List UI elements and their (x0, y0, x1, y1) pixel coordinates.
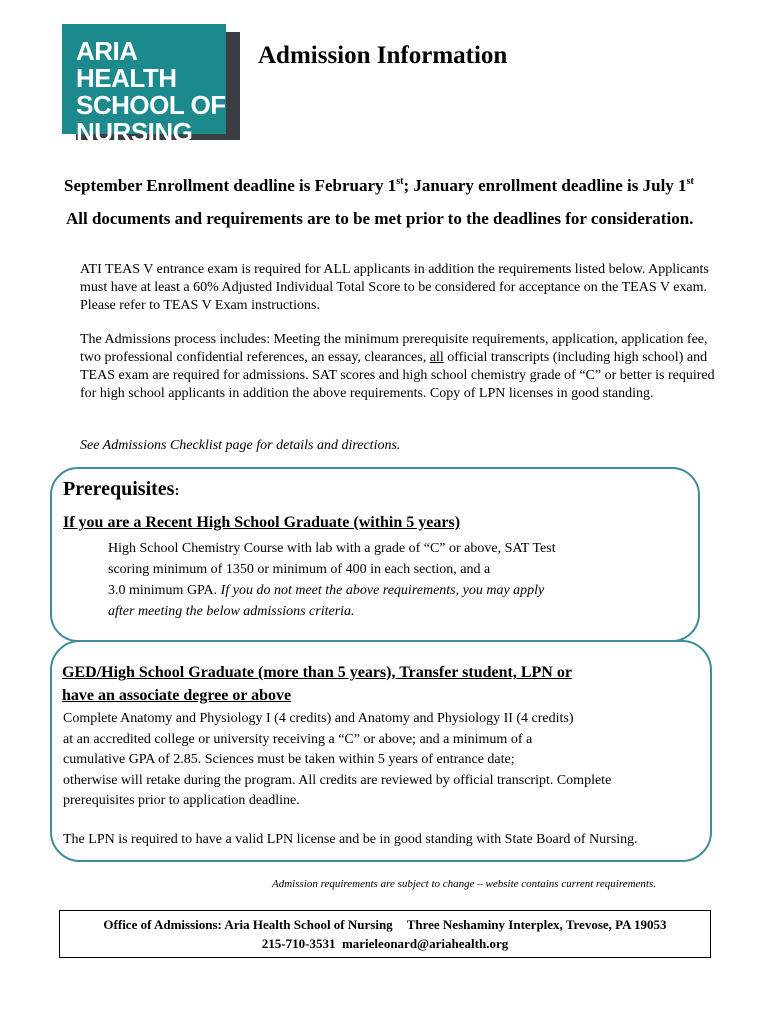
logo-line-3: NURSING (76, 117, 193, 147)
checklist-reference: See Admissions Checklist page for details and directions. (80, 438, 401, 453)
requirements-disclaimer: Admission requirements are subject to change – website contains current requirements. (272, 878, 657, 890)
admissions-office-footer (59, 910, 711, 958)
documents-requirement-note: All documents and requirements are to be met prior to the deadlines for consideration. (66, 209, 694, 228)
ged-line-2: at an accredited college or university receiving a “C” or above; and a minimum of a (63, 731, 533, 747)
recent-italic-line-1: If you do not meet the above requirements, you may apply (220, 583, 545, 598)
ged-line-3: cumulative GPA of 2.85. Sciences must be taken within 5 years of entrance date; (63, 752, 515, 767)
ged-heading-line-2: have an associate degree or above (62, 687, 292, 704)
recent-line-3: 3.0 minimum GPA. (108, 583, 221, 598)
process-text-after: official transcripts (including high school) and TEAS exam are required for admissions. SAT scores and high school chemistry grade of “C” or better is required for high school applicants in addition the above requirements. Copy of LPN licenses in good standing. (80, 350, 715, 401)
recent-italic-line-2: after meeting the below admissions criteria. (108, 604, 355, 619)
page-title: Admission Information (258, 42, 508, 69)
ged-line-1: Complete Anatomy and Physiology I (4 credits) and Anatomy and Physiology II (4 credits) (63, 711, 574, 726)
recent-line-1: High School Chemistry Course with lab with a grade of “C” or above, SAT Test (108, 541, 556, 556)
admissions-process-paragraph (80, 331, 720, 403)
ged-line-5: prerequisites prior to application deadline. (63, 793, 300, 808)
deadline-sup-2: st (686, 176, 694, 187)
recent-line-2: scoring minimum of 1350 or minimum of 400 in each section, and a (108, 562, 491, 577)
prerequisites-heading (63, 478, 179, 501)
logo-line-2: SCHOOL OF (76, 90, 226, 120)
process-text-before: The Admissions process includes: Meeting the minimum prerequisite requirements, application, application fee, two professional confidential references, an essay, clearances, (80, 332, 708, 365)
ged-transfer-requirements (63, 709, 693, 812)
footer-phone: 215-710-3531 (261, 936, 336, 951)
recent-graduate-requirements (108, 538, 648, 622)
recent-graduate-heading: If you are a Recent High School Graduate (within 5 years) (63, 514, 461, 531)
deadline-january: ; January enrollment deadline is July 1 (403, 176, 687, 195)
prerequisites-title: Prerequisites (63, 478, 175, 500)
prerequisites-colon: : (174, 483, 180, 499)
deadline-sup-1: st (396, 176, 404, 187)
logo-line-1: ARIA HEALTH (76, 36, 177, 93)
ged-transfer-heading (62, 661, 682, 707)
ged-line-4: otherwise will retake during the program. All credits are reviewed by official transcript. Complete (63, 772, 612, 788)
enrollment-deadlines (64, 176, 694, 196)
footer-address: Three Neshaminy Interplex, Trevose, PA 19053 (406, 917, 667, 932)
footer-office: Office of Admissions: Aria Health School of Nursing (103, 917, 393, 932)
process-text-all: all (429, 350, 444, 365)
logo-box (62, 24, 226, 147)
school-logo (62, 24, 242, 147)
deadline-september: September Enrollment deadline is February 1 (64, 176, 397, 195)
lpn-license-note: The LPN is required to have a valid LPN license and be in good standing with State Board of Nursing. (63, 832, 638, 847)
ged-heading-line-1: GED/High School Graduate (more than 5 years), Transfer student, LPN or (62, 664, 572, 681)
footer-email[interactable]: marieleonard@ariahealth.org (341, 936, 509, 951)
teas-exam-paragraph: ATI TEAS V entrance exam is required for ALL applicants in addition the requirements listed below. Applicants must have at least a 60% Adjusted Individual Total Score to be considered for acceptance on the TEAS V exam. Please refer to TEAS V Exam instructions. (80, 262, 709, 313)
